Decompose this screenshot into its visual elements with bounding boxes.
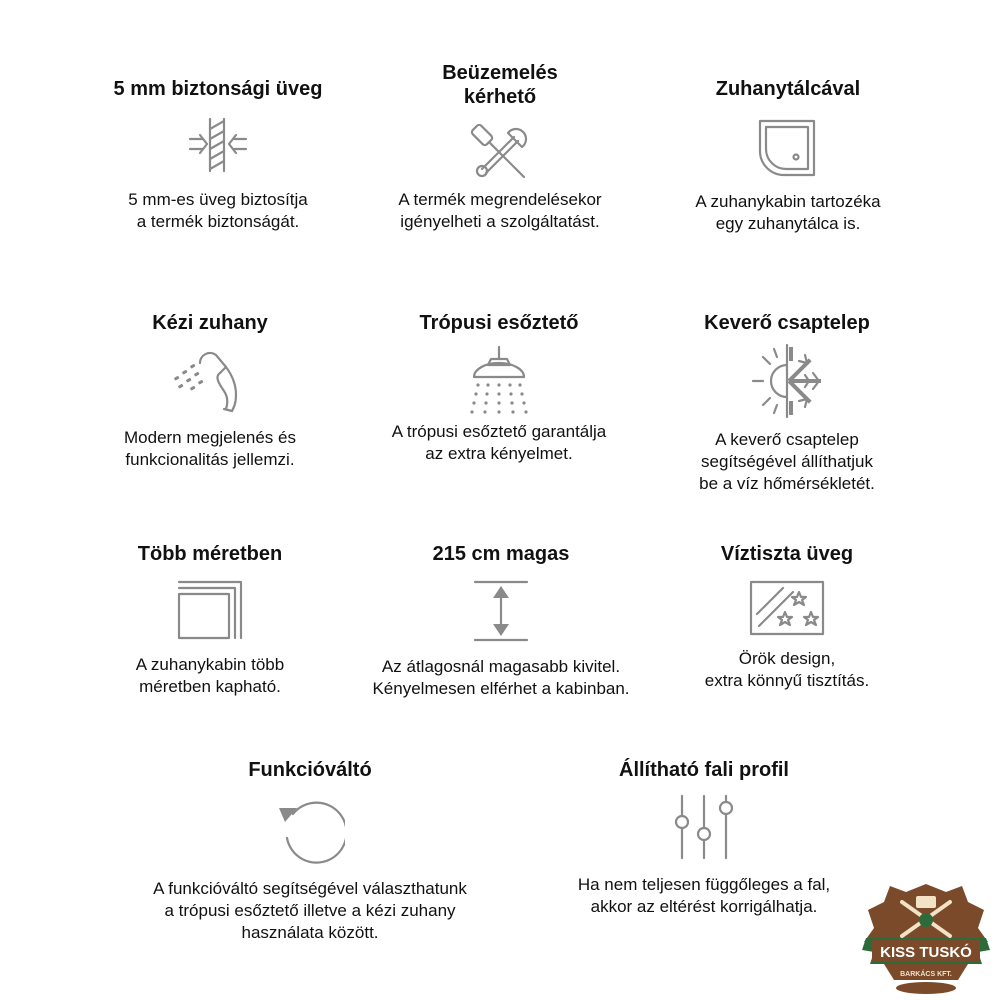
feature-adjustable-profile xyxy=(554,758,854,918)
feature-description: 5 mm-es üveg biztosítja a termék biztonságát. xyxy=(128,190,308,231)
feature-safety-glass xyxy=(68,77,368,233)
feature-title: Beüzemelés kérhető xyxy=(442,62,558,108)
safety-glass-icon xyxy=(188,115,248,175)
feature-diverter xyxy=(100,758,520,944)
feature-hand-shower xyxy=(60,311,360,471)
feature-title: Víztiszta üveg xyxy=(720,543,854,565)
feature-title: Állítható fali profil xyxy=(619,759,789,781)
adjustable-profile-icon xyxy=(672,794,736,860)
feature-title: Keverő csaptelep xyxy=(704,312,870,334)
height-icon xyxy=(471,578,531,644)
sizes-icon xyxy=(175,580,245,642)
hand-shower-icon xyxy=(170,345,250,415)
feature-description: A termék megrendelésekor igényelheti a szolgáltatást. xyxy=(398,190,602,231)
feature-description: A funkcióváltó segítségével választhatunk a trópusi esőztető illetve a kézi zuhany használata között. xyxy=(153,879,467,942)
feature-title: Trópusi esőztető xyxy=(419,312,579,334)
feature-shower-tray xyxy=(638,77,938,235)
feature-clear-glass xyxy=(637,542,937,692)
feature-mixer-tap xyxy=(637,311,937,495)
feature-title: Zuhanytálcával xyxy=(715,78,861,100)
tools-icon xyxy=(468,119,532,183)
feature-title: Több méretben xyxy=(137,543,283,565)
feature-description: A zuhanykabin több méretben kapható. xyxy=(135,655,285,696)
feature-description: A zuhanykabin tartozéka egy zuhanytálca is. xyxy=(695,192,881,233)
diverter-icon xyxy=(275,794,345,864)
kiss-tusko-logo xyxy=(858,880,994,998)
feature-title: 5 mm biztonsági üveg xyxy=(113,78,323,100)
feature-description: Ha nem teljesen függőleges a fal, akkor az eltérést korrigálhatja. xyxy=(577,875,831,916)
feature-title: 215 cm magas xyxy=(432,543,570,565)
feature-description: Modern megjelenés és funkcionalitás jellemzi. xyxy=(124,428,296,469)
feature-description: A keverő csaptelep segítségével állíthatjuk be a víz hőmérsékletét. xyxy=(699,430,875,493)
feature-installation xyxy=(350,61,650,233)
feature-title: Funkcióváltó xyxy=(248,759,372,781)
logo-subtext: BARKÁCS KFT. xyxy=(900,971,952,978)
feature-description: A trópusi esőztető garantálja az extra kényelmet. xyxy=(391,422,607,463)
shower-tray-icon xyxy=(756,115,820,179)
feature-rain-shower xyxy=(349,311,649,465)
logo-text: KISS TUSKÓ xyxy=(880,944,972,961)
feature-title: Kézi zuhany xyxy=(152,312,268,334)
clear-glass-icon xyxy=(749,580,825,636)
feature-description: Az átlagosnál magasabb kivitel. Kényelmesen elférhet a kabinban. xyxy=(372,657,630,698)
feature-description: Örök design, extra könnyű tisztítás. xyxy=(704,649,870,690)
rain-shower-icon xyxy=(464,345,534,417)
hot-cold-icon xyxy=(749,343,825,419)
